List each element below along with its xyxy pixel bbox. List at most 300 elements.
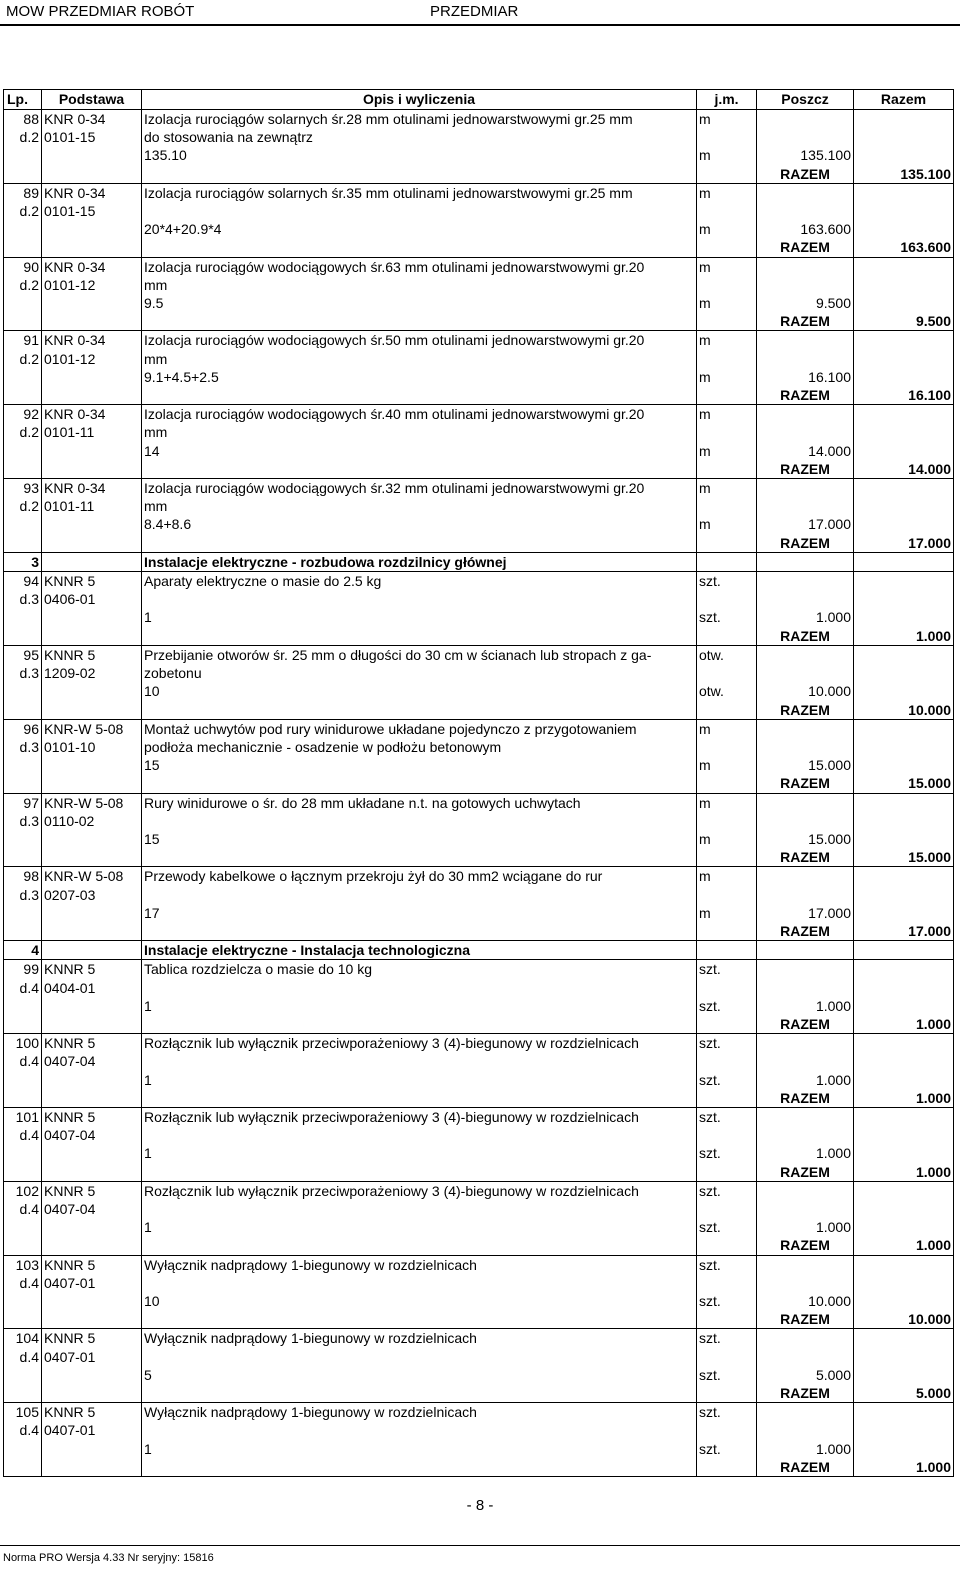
cell-qty: [757, 423, 854, 441]
cell-qty: [757, 350, 854, 368]
cell-desc: do stosowania na zewnątrz: [142, 128, 697, 146]
header-left: MOW PRZEDMIAR ROBÓT: [6, 3, 195, 20]
cell-lp: 4: [4, 941, 42, 960]
cell-qty: [757, 645, 854, 664]
cell-qty: [757, 479, 854, 498]
col-lp: Lp.: [4, 90, 42, 110]
cell-qty: [757, 1034, 854, 1053]
cell-total: [854, 1034, 954, 1053]
cell-total: [854, 1348, 954, 1366]
cell-unit: [697, 1310, 757, 1329]
cell-desc: [142, 1015, 697, 1034]
cell-lp: [4, 238, 42, 257]
cell-desc: [142, 1384, 697, 1403]
cell-qty: 5.000: [757, 1366, 854, 1384]
cell-unit: [697, 979, 757, 997]
cell-total: 10.000: [854, 701, 954, 720]
cell-qty: [757, 1274, 854, 1292]
cell-total: 15.000: [854, 848, 954, 867]
cell-base: KNR-W 5-08: [42, 793, 142, 812]
cell-unit: m: [697, 331, 757, 350]
cell-qty: [757, 497, 854, 515]
cell-desc: Aparaty elektryczne o masie do 2.5 kg: [142, 572, 697, 591]
cell-unit: m: [697, 719, 757, 738]
cell-desc: 1: [142, 997, 697, 1015]
cell-base: KNNR 5: [42, 1107, 142, 1126]
cell-desc: [142, 1348, 697, 1366]
cell-unit: szt.: [697, 1255, 757, 1274]
cell-base: 0101-11: [42, 497, 142, 515]
cell-qty: RAZEM: [757, 1015, 854, 1034]
cell-total: 1.000: [854, 1015, 954, 1034]
cell-unit: szt.: [697, 1034, 757, 1053]
cell-base: KNNR 5: [42, 960, 142, 979]
cell-unit: [697, 1200, 757, 1218]
razem-row: [4, 312, 954, 331]
cell-qty: 135.100: [757, 146, 854, 164]
cell-qty: [757, 1348, 854, 1366]
cell-base: [42, 1366, 142, 1384]
col-qty: Poszcz: [757, 90, 854, 110]
cell-lp: [4, 1089, 42, 1108]
cell-base: KNNR 5: [42, 1403, 142, 1422]
cell-total: [854, 350, 954, 368]
table-row: [4, 146, 954, 164]
cell-desc: mm: [142, 497, 697, 515]
cell-total: [854, 1440, 954, 1458]
cell-total: [854, 664, 954, 682]
cell-total: 1.000: [854, 1458, 954, 1477]
razem-row: [4, 534, 954, 553]
table-row: [4, 202, 954, 220]
table-row: [4, 904, 954, 922]
cell-total: 163.600: [854, 238, 954, 257]
cell-desc: 15: [142, 756, 697, 774]
cell-unit: [697, 1015, 757, 1034]
razem-row: [4, 386, 954, 405]
cell-total: [854, 738, 954, 756]
col-total: Razem: [854, 90, 954, 110]
cell-unit: otw.: [697, 682, 757, 700]
cell-base: [42, 442, 142, 460]
cell-base: [42, 1458, 142, 1477]
cell-unit: [697, 386, 757, 405]
section-row: [4, 941, 954, 960]
cell-base: KNR-W 5-08: [42, 867, 142, 886]
cell-unit: otw.: [697, 645, 757, 664]
cell-total: [854, 997, 954, 1015]
table-row: [4, 886, 954, 904]
cell-desc: 10: [142, 682, 697, 700]
cell-desc: Przewody kabelkowe o łącznym przekroju żył do 30 mm2 wciągane do rur: [142, 867, 697, 886]
cell-base: KNR 0-34: [42, 331, 142, 350]
table-row: [4, 1071, 954, 1089]
cell-qty: [757, 110, 854, 129]
cell-total: 1.000: [854, 1236, 954, 1255]
cell-total: [854, 572, 954, 591]
cell-lp: d.3: [4, 738, 42, 756]
table-body: [4, 110, 954, 1477]
cell-unit: m: [697, 442, 757, 460]
table-row: [4, 997, 954, 1015]
cell-lp: [4, 1366, 42, 1384]
cell-total: [854, 257, 954, 276]
cell-lp: [4, 1163, 42, 1182]
cell-qty: RAZEM: [757, 534, 854, 553]
cell-desc: [142, 1421, 697, 1439]
cell-total: [854, 1255, 954, 1274]
cell-desc: Izolacja rurociągów wodociągowych śr.40 mm otulinami jednowarstwowymi gr.20: [142, 405, 697, 424]
cell-unit: szt.: [697, 1218, 757, 1236]
cell-total: [854, 497, 954, 515]
cell-desc: Izolacja rurociągów wodociągowych śr.32 mm otulinami jednowarstwowymi gr.20: [142, 479, 697, 498]
cell-unit: m: [697, 904, 757, 922]
cell-base: 0101-15: [42, 128, 142, 146]
table-row: [4, 128, 954, 146]
cell-lp: [4, 922, 42, 941]
razem-row: [4, 1089, 954, 1108]
cell-total: [854, 960, 954, 979]
cell-total: [854, 128, 954, 146]
cell-lp: d.2: [4, 497, 42, 515]
cell-unit: [697, 1163, 757, 1182]
cell-base: 0110-02: [42, 812, 142, 830]
cell-unit: szt.: [697, 1440, 757, 1458]
cell-total: [854, 793, 954, 812]
cell-desc: Rozłącznik lub wyłącznik przeciwporażeniowy 3 (4)-biegunowy w rozdzielnicach: [142, 1107, 697, 1126]
cell-unit: [697, 1458, 757, 1477]
cell-desc: Rury winidurowe o śr. do 28 mm układane n.t. na gotowych uchwytach: [142, 793, 697, 812]
cell-base: [42, 997, 142, 1015]
cell-unit: [697, 1421, 757, 1439]
cell-lp: [4, 1384, 42, 1403]
cell-total: [854, 183, 954, 202]
cell-base: [42, 682, 142, 700]
table-row: [4, 1274, 954, 1292]
cell-lp: d.4: [4, 1200, 42, 1218]
cell-qty: RAZEM: [757, 1163, 854, 1182]
cell-total: [854, 1200, 954, 1218]
cell-total: [854, 368, 954, 386]
cell-total: [854, 590, 954, 608]
cell-lp: d.4: [4, 1126, 42, 1144]
cell-base: [42, 1310, 142, 1329]
table-row: [4, 793, 954, 812]
cell-unit: [697, 812, 757, 830]
cell-desc: [142, 1052, 697, 1070]
table-row: [4, 1218, 954, 1236]
cell-qty: [757, 1403, 854, 1422]
cell-desc: Tablica rozdzielcza o masie do 10 kg: [142, 960, 697, 979]
cell-unit: [697, 1384, 757, 1403]
cell-base: [42, 848, 142, 867]
table-row: [4, 1107, 954, 1126]
cell-total: [854, 294, 954, 312]
cell-qty: 14.000: [757, 442, 854, 460]
cell-desc: podłoża mechanicznie - osadzenie w podłożu betonowym: [142, 738, 697, 756]
cell-total: [854, 830, 954, 848]
cell-lp: d.3: [4, 590, 42, 608]
cell-unit: [697, 1236, 757, 1255]
cell-desc: 9.1+4.5+2.5: [142, 368, 697, 386]
cell-total: [854, 886, 954, 904]
cell-unit: m: [697, 183, 757, 202]
cell-base: [42, 460, 142, 479]
cell-desc: Izolacja rurociągów wodociągowych śr.50 mm otulinami jednowarstwowymi gr.20: [142, 331, 697, 350]
razem-row: [4, 627, 954, 646]
col-desc: Opis i wyliczenia: [142, 90, 697, 110]
cell-base: KNNR 5: [42, 572, 142, 591]
cell-lp: d.2: [4, 202, 42, 220]
cell-qty: [757, 202, 854, 220]
cell-desc: [142, 1126, 697, 1144]
cell-lp: 94: [4, 572, 42, 591]
cell-lp: d.3: [4, 812, 42, 830]
table-row: [4, 1329, 954, 1348]
cell-unit: [697, 738, 757, 756]
cell-lp: d.2: [4, 128, 42, 146]
cell-desc: mm: [142, 423, 697, 441]
cell-base: [42, 534, 142, 553]
cell-qty: [757, 941, 854, 960]
cell-unit: [697, 497, 757, 515]
cell-desc: Montaż uchwytów pod rury winidurowe układane pojedynczo z przygotowaniem: [142, 719, 697, 738]
cell-desc: [142, 312, 697, 331]
cell-unit: szt.: [697, 1107, 757, 1126]
table-row: [4, 423, 954, 441]
cell-desc: 15: [142, 830, 697, 848]
cell-qty: RAZEM: [757, 312, 854, 331]
cell-lp: 101: [4, 1107, 42, 1126]
cell-qty: 16.100: [757, 368, 854, 386]
cell-base: [42, 608, 142, 626]
cell-total: [854, 867, 954, 886]
cell-qty: 9.500: [757, 294, 854, 312]
cell-qty: RAZEM: [757, 165, 854, 184]
cell-lp: 102: [4, 1181, 42, 1200]
cell-unit: [697, 1348, 757, 1366]
cell-total: 17.000: [854, 922, 954, 941]
cell-unit: m: [697, 110, 757, 129]
cell-lp: 100: [4, 1034, 42, 1053]
section-row: [4, 552, 954, 571]
cell-desc: 1: [142, 608, 697, 626]
cell-qty: 1.000: [757, 1144, 854, 1162]
cell-total: [854, 1181, 954, 1200]
cell-lp: [4, 1310, 42, 1329]
cell-total: [854, 1292, 954, 1310]
cell-base: [42, 1218, 142, 1236]
cell-unit: [697, 774, 757, 793]
table-row: [4, 350, 954, 368]
cell-qty: [757, 331, 854, 350]
cell-desc: 1: [142, 1071, 697, 1089]
cell-lp: 92: [4, 405, 42, 424]
footer-text: Norma PRO Wersja 4.33 Nr seryjny: 15816: [3, 1552, 214, 1564]
cell-total: 9.500: [854, 312, 954, 331]
cell-total: [854, 645, 954, 664]
cell-qty: RAZEM: [757, 1310, 854, 1329]
cell-qty: [757, 886, 854, 904]
table-row: [4, 830, 954, 848]
table-row: [4, 1292, 954, 1310]
cell-unit: [697, 886, 757, 904]
cell-base: 0207-03: [42, 886, 142, 904]
razem-row: [4, 165, 954, 184]
cell-qty: [757, 405, 854, 424]
cell-total: [854, 904, 954, 922]
cell-total: 1.000: [854, 627, 954, 646]
cell-base: [42, 165, 142, 184]
cell-lp: [4, 997, 42, 1015]
cell-lp: [4, 460, 42, 479]
cell-qty: RAZEM: [757, 774, 854, 793]
cell-unit: [697, 1274, 757, 1292]
table-row: [4, 368, 954, 386]
table-row: [4, 294, 954, 312]
cell-desc: 14: [142, 442, 697, 460]
cell-qty: [757, 793, 854, 812]
cell-base: KNNR 5: [42, 1329, 142, 1348]
cell-lp: 3: [4, 552, 42, 571]
cell-lp: 104: [4, 1329, 42, 1348]
table-row: [4, 1421, 954, 1439]
cell-total: [854, 479, 954, 498]
cell-base: [42, 774, 142, 793]
cell-lp: [4, 830, 42, 848]
cell-desc: [142, 1163, 697, 1182]
cell-lp: [4, 1458, 42, 1477]
cell-base: KNR 0-34: [42, 110, 142, 129]
cell-unit: [697, 590, 757, 608]
cell-base: [42, 238, 142, 257]
cell-total: [854, 941, 954, 960]
cell-desc: 8.4+8.6: [142, 515, 697, 533]
cell-total: [854, 276, 954, 294]
cell-total: [854, 812, 954, 830]
cell-unit: [697, 312, 757, 331]
cell-base: KNNR 5: [42, 1181, 142, 1200]
table-row: [4, 1126, 954, 1144]
cell-qty: [757, 738, 854, 756]
cell-desc: Instalacje elektryczne - rozbudowa rozdzilnicy głównej: [142, 552, 697, 571]
cell-qty: 15.000: [757, 756, 854, 774]
razem-row: [4, 701, 954, 720]
cell-lp: 93: [4, 479, 42, 498]
cell-unit: [697, 701, 757, 720]
cell-qty: 10.000: [757, 682, 854, 700]
cell-total: [854, 1274, 954, 1292]
table-row: [4, 1144, 954, 1162]
cell-desc: [142, 1458, 697, 1477]
cell-lp: [4, 701, 42, 720]
cell-unit: [697, 1089, 757, 1108]
cell-total: [854, 423, 954, 441]
cell-total: [854, 1421, 954, 1439]
table-row: [4, 479, 954, 498]
cell-lp: 98: [4, 867, 42, 886]
cell-base: [42, 1292, 142, 1310]
cell-base: 0101-15: [42, 202, 142, 220]
cell-base: KNR 0-34: [42, 183, 142, 202]
cell-qty: [757, 572, 854, 591]
cell-total: [854, 146, 954, 164]
cell-desc: 1: [142, 1144, 697, 1162]
cell-total: [854, 1144, 954, 1162]
cell-qty: [757, 276, 854, 294]
table-row: [4, 1181, 954, 1200]
cell-lp: [4, 165, 42, 184]
cell-desc: [142, 848, 697, 867]
cell-total: [854, 405, 954, 424]
cell-base: [42, 368, 142, 386]
cell-base: [42, 515, 142, 533]
table-row: [4, 682, 954, 700]
cell-lp: [4, 1236, 42, 1255]
table-row: [4, 756, 954, 774]
cell-base: [42, 701, 142, 720]
table-row: [4, 220, 954, 238]
cell-qty: [757, 979, 854, 997]
cell-unit: [697, 552, 757, 571]
cell-total: [854, 110, 954, 129]
cell-unit: m: [697, 257, 757, 276]
cell-base: [42, 386, 142, 405]
cell-base: KNNR 5: [42, 645, 142, 664]
table-row: [4, 608, 954, 626]
cell-total: [854, 1107, 954, 1126]
cell-total: [854, 719, 954, 738]
cell-lp: 89: [4, 183, 42, 202]
cell-total: 135.100: [854, 165, 954, 184]
cell-total: 16.100: [854, 386, 954, 405]
cell-base: 0407-01: [42, 1421, 142, 1439]
cell-total: [854, 1403, 954, 1422]
estimate-table: [3, 89, 954, 1477]
cell-qty: 10.000: [757, 1292, 854, 1310]
cell-base: 0404-01: [42, 979, 142, 997]
table-header-row: [4, 90, 954, 110]
cell-qty: [757, 1181, 854, 1200]
cell-lp: [4, 1015, 42, 1034]
cell-lp: [4, 442, 42, 460]
cell-desc: 17: [142, 904, 697, 922]
cell-lp: [4, 756, 42, 774]
cell-total: [854, 1329, 954, 1348]
cell-desc: Izolacja rurociągów solarnych śr.35 mm otulinami jednowarstwowymi gr.25 mm: [142, 183, 697, 202]
cell-unit: [697, 128, 757, 146]
cell-qty: RAZEM: [757, 460, 854, 479]
cell-lp: 105: [4, 1403, 42, 1422]
cell-base: 1209-02: [42, 664, 142, 682]
cell-qty: RAZEM: [757, 701, 854, 720]
cell-desc: [142, 1089, 697, 1108]
cell-desc: [142, 460, 697, 479]
cell-qty: [757, 1052, 854, 1070]
cell-base: [42, 220, 142, 238]
cell-lp: [4, 515, 42, 533]
table-row: [4, 515, 954, 533]
cell-qty: 17.000: [757, 515, 854, 533]
cell-lp: [4, 774, 42, 793]
cell-qty: RAZEM: [757, 1236, 854, 1255]
table-row: [4, 664, 954, 682]
header-divider: [0, 24, 960, 26]
cell-base: 0101-10: [42, 738, 142, 756]
cell-base: [42, 1384, 142, 1403]
cell-total: 1.000: [854, 1089, 954, 1108]
cell-unit: m: [697, 368, 757, 386]
